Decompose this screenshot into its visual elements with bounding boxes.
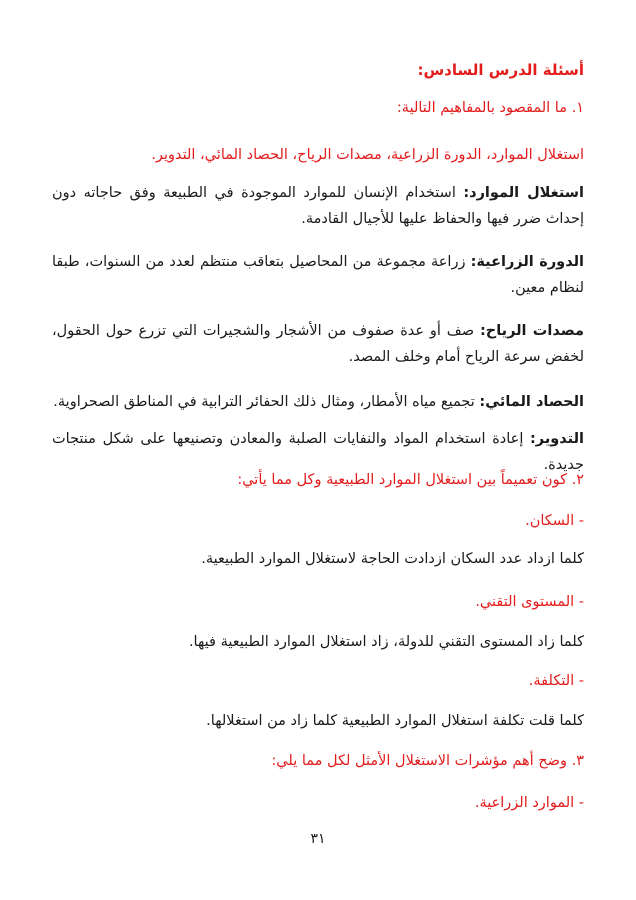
question-1-prompt: ١. ما المقصود بالمفاهيم التالية: <box>396 100 584 116</box>
question-2-answer-population: كلما ازداد عدد السكان ازدادت الحاجة لاستغلال الموارد الطبيعية. <box>201 551 584 567</box>
definition-text: إعادة استخدام المواد والنفايات الصلبة والمعادن وتصنيعها على شكل منتجات جديدة. <box>52 431 584 473</box>
question-2-heading-technical-level: - المستوى التقني. <box>475 594 584 610</box>
definition-text: تجميع مياه الأمطار، ومثال ذلك الحفائر الترابية في المناطق الصحراوية. <box>53 394 480 410</box>
lesson-questions-title: أسئلة الدرس السادس: <box>417 61 584 79</box>
definition-term: الحصاد المائي: <box>479 394 584 410</box>
definition-term: استغلال الموارد: <box>463 185 584 201</box>
definition-term: مصدات الرياح: <box>479 323 584 339</box>
question-2-heading-cost: - التكلفة. <box>528 673 584 689</box>
definition-text: استخدام الإنسان للموارد الموجودة في الطبيعة وفق حاجاته دون إحداث ضرر فيها والحفاظ عليها للأجيال القادمة. <box>52 185 584 227</box>
question-2-heading-population: - السكان. <box>525 513 584 529</box>
definition-term: الدورة الزراعية: <box>470 254 584 270</box>
question-2-answer-technical-level: كلما زاد المستوى التقني للدولة، زاد استغلال الموارد الطبيعية فيها. <box>188 634 584 650</box>
definition-text: صف أو عدة صفوف من الأشجار والشجيرات التي تزرع حول الحقول، لخفض سرعة الرياح أمام وخلف المصد. <box>52 323 584 365</box>
definition-text: زراعة مجموعة من المحاصيل بتعاقب منتظم لعدد من السنوات، طبقا لنظام معين. <box>52 254 584 296</box>
question-2-answer-cost: كلما قلت تكلفة استغلال الموارد الطبيعية كلما زاد من استغلالها. <box>206 713 584 729</box>
question-1-concepts-list: استغلال الموارد، الدورة الزراعية، مصدات الرياح، الحصاد المائي، التدوير. <box>151 147 584 163</box>
definition-resource-exploitation <box>52 180 584 232</box>
definition-water-harvesting <box>52 389 584 415</box>
definition-term: التدوير: <box>530 431 584 447</box>
question-3-heading-agricultural-resources: - الموارد الزراعية. <box>474 795 584 811</box>
page-number: ٣١ <box>310 831 326 847</box>
question-3-prompt: ٣. وضح أهم مؤشرات الاستغلال الأمثل لكل مما يلي: <box>271 753 584 769</box>
question-2-prompt: ٢. كون تعميماً بين استغلال الموارد الطبيعية وكل مما يأتي: <box>237 472 584 488</box>
definition-crop-rotation <box>52 249 584 301</box>
definition-windbreaks <box>52 318 584 370</box>
